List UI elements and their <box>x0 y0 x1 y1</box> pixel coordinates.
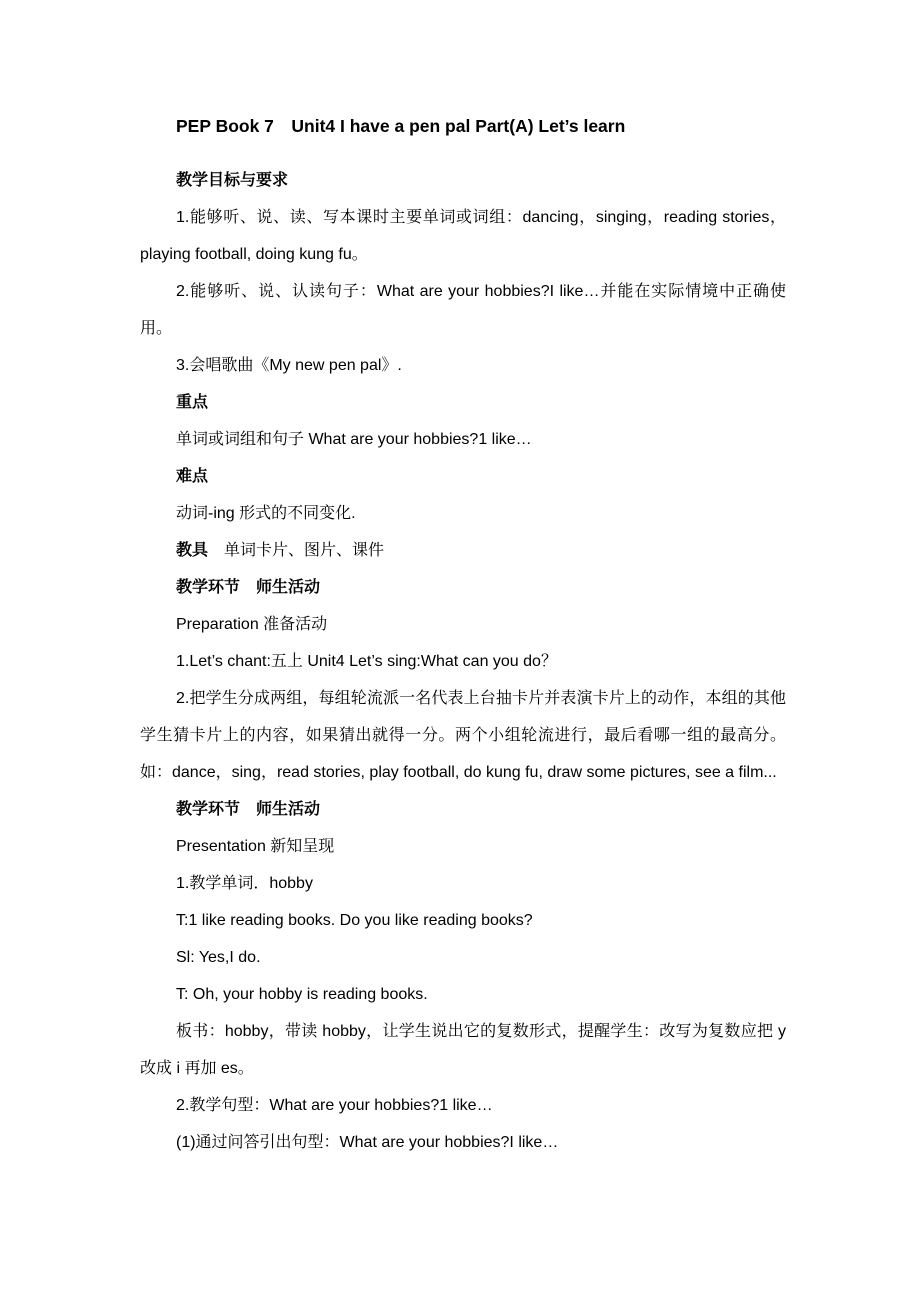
section-heading-procedure-1: 教学环节 师生活动 <box>176 579 321 596</box>
paragraph-teacher-line-1: T:1 like reading books. Do you like reading books? <box>176 912 533 929</box>
paragraph-board-writing: 板书：hobby，带读 hobby，让学生说出它的复数形式，提醒学生：改写为复数应把 y 改成 i 再加 es。 <box>140 1023 791 1077</box>
paragraph-objective-2: 2.能够听、说、认读句子：What are your hobbies?I like…并能在实际情境中正确使用。 <box>140 283 786 337</box>
paragraph-teach-word-hobby: 1.教学单词．hobby <box>176 875 313 892</box>
section-heading-key-points: 重点 <box>176 394 209 411</box>
teaching-aids-label: 教具 <box>176 542 209 559</box>
document-title: PEP Book 7 Unit4 I have a pen pal Part(A) Let’s learn <box>176 116 626 136</box>
paragraph-student-line: Sl: Yes,I do. <box>176 949 261 966</box>
paragraph-presentation: Presentation 新知呈现 <box>176 838 335 855</box>
paragraph-key-points: 单词或词组和句子 What are your hobbies?1 like… <box>176 431 532 448</box>
paragraph-objective-1: 1.能够听、说、读、写本课时主要单词或词组：dancing，singing，reading stories，playing football, doing kung fu。 <box>140 209 786 263</box>
teaching-aids-value: 单词卡片、图片、课件 <box>208 542 385 559</box>
paragraph-teacher-line-2: T: Oh, your hobby is reading books. <box>176 986 428 1003</box>
paragraph-group-game: 2.把学生分成两组，每组轮流派一名代表上台抽卡片并表演卡片上的动作，本组的其他学生猜卡片上的内容，如果猜出就得一分。两个小组轮流进行，最后看哪一组的最高分。如：dance，sing，read stories, play football, do kung fu, draw some pictures, see a film... <box>140 690 786 781</box>
paragraph-qa-elicit: (1)通过问答引出句型：What are your hobbies?I like… <box>176 1134 559 1151</box>
section-heading-procedure-2: 教学环节 师生活动 <box>176 801 321 818</box>
paragraph-preparation: Preparation 准备活动 <box>176 616 328 633</box>
section-heading-difficulties: 难点 <box>176 468 209 485</box>
paragraph-teach-sentence: 2.教学句型：What are your hobbies?1 like… <box>176 1097 493 1114</box>
paragraph-chant: 1.Let’s chant:五上 Unit4 Let’s sing:What can you do？ <box>176 653 557 670</box>
paragraph-objective-3: 3.会唱歌曲《My new pen pal》. <box>176 357 402 374</box>
paragraph-teaching-aids <box>140 532 786 569</box>
section-heading-objectives: 教学目标与要求 <box>176 172 289 189</box>
paragraph-difficulties: 动词-ing 形式的不同变化. <box>176 505 356 522</box>
